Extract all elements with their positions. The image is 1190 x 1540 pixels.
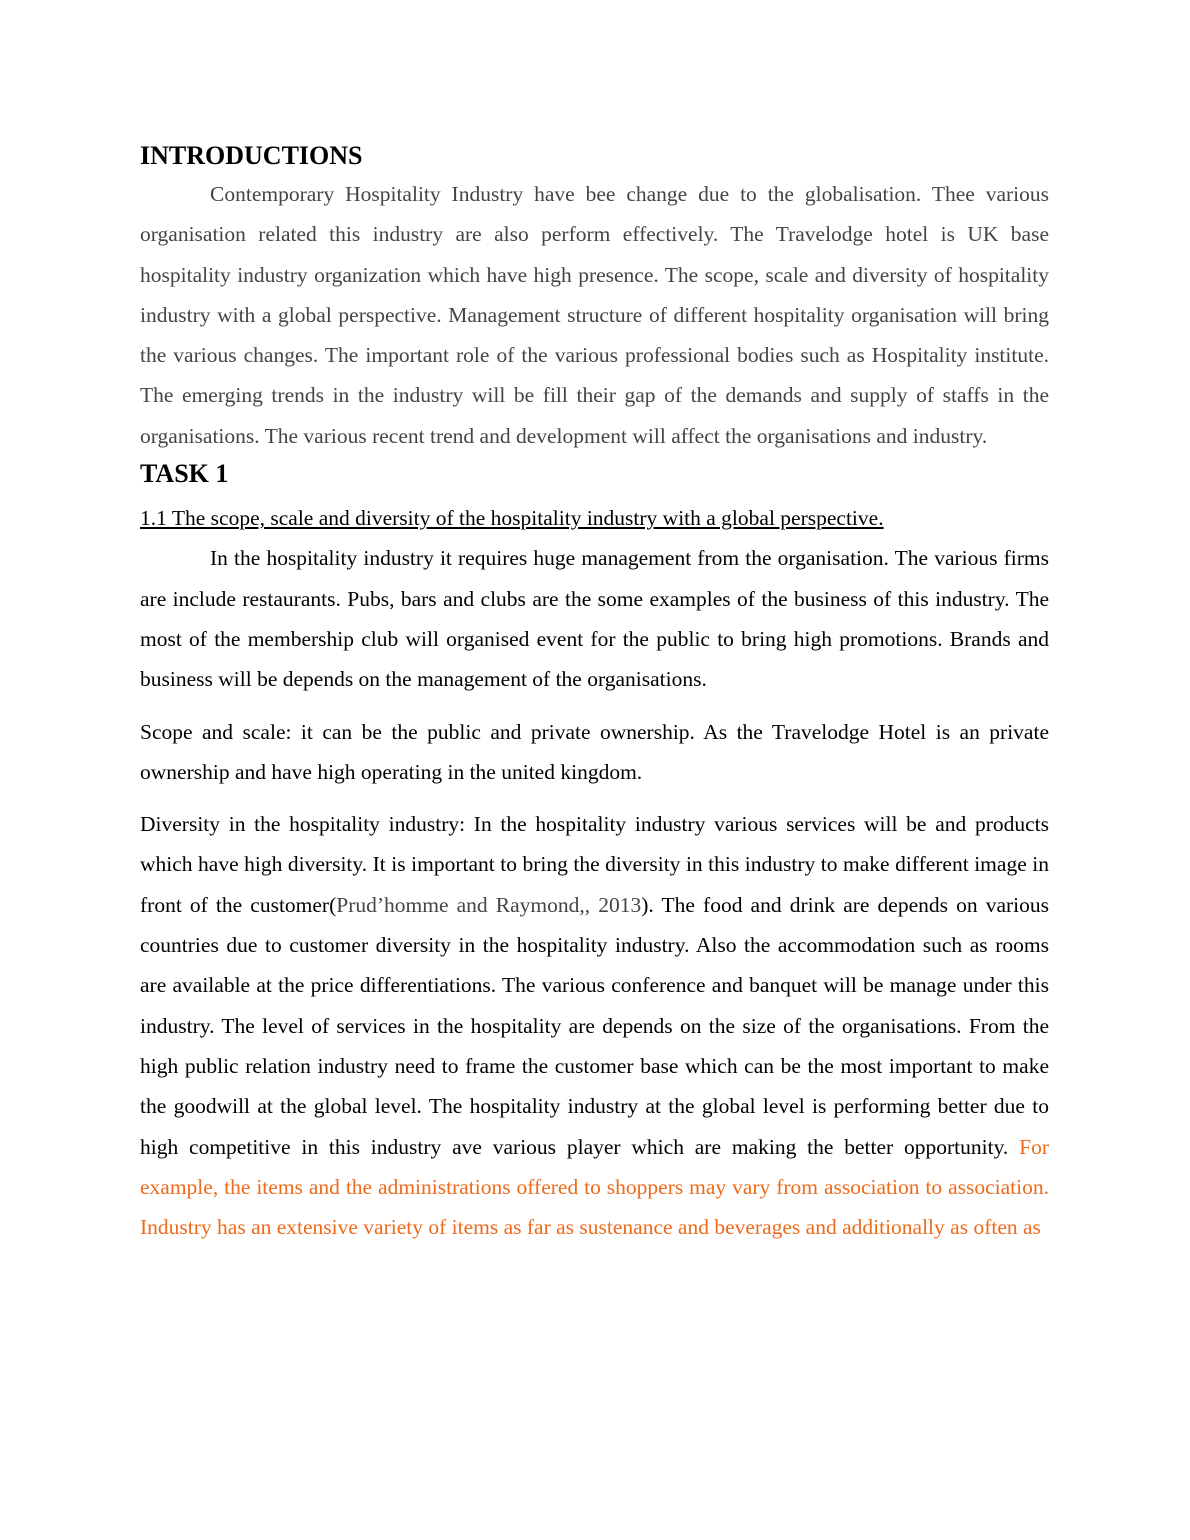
document-page (140, 138, 1049, 1247)
task1-paragraph-1: In the hospitality industry it requires huge management from the organisation. The various firms are include restaurants. Pubs, bars and clubs are the some examples of the business of this industry. The most of the membership club will organised event for the public to bring high promotions. Brands and business will be depends on the management of the organisations. (140, 546, 1049, 692)
citation: Prud’homme and Raymond,, 2013 (336, 892, 642, 917)
diversity-text-part-1: Diversity in the hospitality industry: In the hospitality industry various services will be and products which have high diversity. It is important to bring the diversity in this industry to make different image in front of the customer( (140, 812, 1049, 917)
scope-and-scale-paragraph: Scope and scale: it can be the public and private ownership. As the Travelodge Hotel is an private ownership and have high operating in the united kingdom. (140, 719, 1049, 784)
highlighted-text: For example, the items and the administrations offered to shoppers may vary from association to association. Industry has an extensive variety of items as far as sustenance and beverages and additionally as often as (140, 1134, 1049, 1240)
introduction-paragraph: Contemporary Hospitality Industry have bee change due to the globalisation. Thee various organisation related this industry are also perform effectively. The Travelodge hotel is UK base hospitality industry organization which have high presence. The scope, scale and diversity of hospitality industry with a global perspective. Management structure of different hospitality organisation will bring the various changes. The important role of the various professional bodies such as Hospitality institute. The emerging trends in the industry will be fill their gap of the demands and supply of staffs in the organisations. The various recent trend and development will affect the organisations and industry. (140, 182, 1049, 448)
section-1-1-subheading: 1.1 The scope, scale and diversity of the hospitality industry with a global perspective. (140, 506, 884, 531)
task-1-heading: TASK 1 (140, 459, 229, 489)
introductions-heading: INTRODUCTIONS (140, 141, 363, 170)
diversity-paragraph (140, 804, 1049, 1247)
diversity-text-part-2: ). The food and drink are depends on various countries due to customer diversity in the hospitality industry. Also the accommodation such as rooms are available at the price differentiations. The various conference and banquet will be manage under this industry. The level of services in the hospitality are depends on the size of the organisations. From the high public relation industry need to frame the customer base which can be the most important to make the goodwill at the global level. The hospitality industry at the global level is performing better due to high competitive in this industry ave various player which are making the better opportunity. (140, 892, 1049, 1159)
